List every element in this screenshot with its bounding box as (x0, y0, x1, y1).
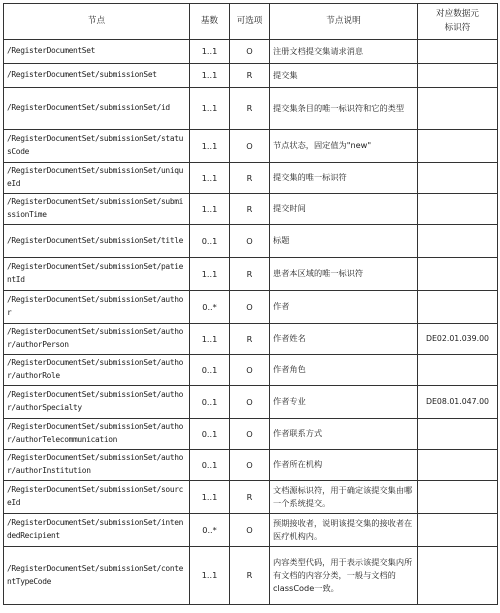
table-row (4, 386, 498, 419)
standard-id-cell (418, 291, 498, 324)
description-cell: 作者姓名 (270, 324, 418, 355)
standard-id-cell (418, 194, 498, 225)
table-row (4, 225, 498, 258)
cardinality-cell: 1..1 (190, 40, 230, 64)
table-row (4, 88, 498, 130)
description-cell: 标题 (270, 225, 418, 258)
cardinality-cell: 1..1 (190, 64, 230, 88)
optional-cell: O (230, 514, 270, 547)
header-description: 节点说明 (270, 4, 418, 40)
cardinality-cell: 0..1 (190, 225, 230, 258)
standard-id-cell (418, 419, 498, 450)
table-row (4, 258, 498, 291)
standard-id-cell (418, 40, 498, 64)
node-path-cell: /RegisterDocumentSet/submissionSet/author (4, 291, 190, 324)
table-row (4, 547, 498, 605)
table-row (4, 64, 498, 88)
node-path-cell: /RegisterDocumentSet/submissionSet/author/authorSpecialty (4, 386, 190, 419)
standard-id-cell (418, 514, 498, 547)
node-path-cell: /RegisterDocumentSet/submissionSet/author/authorInstitution (4, 450, 190, 481)
node-path-cell: /RegisterDocumentSet/submissionSet/submissionTime (4, 194, 190, 225)
cardinality-cell: 1..1 (190, 547, 230, 605)
cardinality-cell: 0..1 (190, 419, 230, 450)
description-cell: 节点状态，固定值为"new" (270, 130, 418, 163)
cardinality-cell: 1..1 (190, 258, 230, 291)
optional-cell: O (230, 130, 270, 163)
standard-id-cell (418, 481, 498, 514)
description-cell: 作者所在机构 (270, 450, 418, 481)
node-path-cell: /RegisterDocumentSet/submissionSet/uniqueId (4, 163, 190, 194)
standard-id-cell (418, 355, 498, 386)
optional-cell: R (230, 324, 270, 355)
node-path-cell: /RegisterDocumentSet (4, 40, 190, 64)
node-path-cell: /RegisterDocumentSet/submissionSet/author/authorRole (4, 355, 190, 386)
optional-cell: R (230, 258, 270, 291)
table-row (4, 130, 498, 163)
node-path-cell: /RegisterDocumentSet/submissionSet/author/authorTelecommunication (4, 419, 190, 450)
cardinality-cell: 1..1 (190, 130, 230, 163)
table-body (4, 40, 498, 605)
node-path-cell: /RegisterDocumentSet/submissionSet/id (4, 88, 190, 130)
node-path-cell: /RegisterDocumentSet/submissionSet/contentTypeCode (4, 547, 190, 605)
optional-cell: R (230, 163, 270, 194)
standard-id-cell (418, 547, 498, 605)
table-row (4, 291, 498, 324)
node-path-cell: /RegisterDocumentSet/submissionSet (4, 64, 190, 88)
description-cell: 内容类型代码，用于表示该提交集内所有文档的内容分类，一般与文档的classCode一致。 (270, 547, 418, 605)
table-row (4, 324, 498, 355)
table-row (4, 163, 498, 194)
cardinality-cell: 1..1 (190, 194, 230, 225)
node-path-cell: /RegisterDocumentSet/submissionSet/author/authorPerson (4, 324, 190, 355)
optional-cell: O (230, 225, 270, 258)
standard-id-cell (418, 225, 498, 258)
description-cell: 提交时间 (270, 194, 418, 225)
table-row (4, 450, 498, 481)
header-node: 节点 (4, 4, 190, 40)
optional-cell: O (230, 419, 270, 450)
description-cell: 提交集 (270, 64, 418, 88)
optional-cell: O (230, 40, 270, 64)
header-standard-id: 对应数据元 标识符 (418, 4, 498, 40)
node-path-cell: /RegisterDocumentSet/submissionSet/sourceId (4, 481, 190, 514)
optional-cell: R (230, 64, 270, 88)
standard-id-cell: DE08.01.047.00 (418, 386, 498, 419)
optional-cell: R (230, 547, 270, 605)
description-cell: 提交集的唯一标识符 (270, 163, 418, 194)
standard-id-cell (418, 163, 498, 194)
document-table (3, 3, 498, 605)
node-path-cell: /RegisterDocumentSet/submissionSet/patientId (4, 258, 190, 291)
description-cell: 作者联系方式 (270, 419, 418, 450)
cardinality-cell: 0..1 (190, 355, 230, 386)
standard-id-cell (418, 450, 498, 481)
description-cell: 作者专业 (270, 386, 418, 419)
cardinality-cell: 0..1 (190, 450, 230, 481)
cardinality-cell: 0..* (190, 514, 230, 547)
cardinality-cell: 1..1 (190, 163, 230, 194)
description-cell: 患者本区域的唯一标识符 (270, 258, 418, 291)
optional-cell: R (230, 481, 270, 514)
description-cell: 预期接收者，说明该提交集的接收者在医疗机构内。 (270, 514, 418, 547)
description-cell: 注册文档提交集请求消息 (270, 40, 418, 64)
standard-id-cell: DE02.01.039.00 (418, 324, 498, 355)
standard-id-cell (418, 130, 498, 163)
header-cardinality: 基数 (190, 4, 230, 40)
description-cell: 作者角色 (270, 355, 418, 386)
table-row (4, 40, 498, 64)
optional-cell: O (230, 355, 270, 386)
table-row (4, 514, 498, 547)
cardinality-cell: 1..1 (190, 324, 230, 355)
standard-id-cell (418, 258, 498, 291)
table-row (4, 355, 498, 386)
description-cell: 文档源标识符，用于确定该提交集由哪一个系统提交。 (270, 481, 418, 514)
cardinality-cell: 0..1 (190, 386, 230, 419)
cardinality-cell: 0..* (190, 291, 230, 324)
optional-cell: O (230, 291, 270, 324)
description-cell: 作者 (270, 291, 418, 324)
optional-cell: R (230, 88, 270, 130)
description-cell: 提交集条目的唯一标识符和它的类型 (270, 88, 418, 130)
table-header-row (4, 4, 498, 40)
cardinality-cell: 1..1 (190, 88, 230, 130)
optional-cell: O (230, 450, 270, 481)
standard-id-cell (418, 64, 498, 88)
optional-cell: O (230, 386, 270, 419)
cardinality-cell: 1..1 (190, 481, 230, 514)
table-row (4, 419, 498, 450)
node-path-cell: /RegisterDocumentSet/submissionSet/statusCode (4, 130, 190, 163)
header-optional: 可选项 (230, 4, 270, 40)
node-path-cell: /RegisterDocumentSet/submissionSet/title (4, 225, 190, 258)
standard-id-cell (418, 88, 498, 130)
table-row (4, 481, 498, 514)
table-row (4, 194, 498, 225)
optional-cell: R (230, 194, 270, 225)
node-path-cell: /RegisterDocumentSet/submissionSet/intendedRecipient (4, 514, 190, 547)
